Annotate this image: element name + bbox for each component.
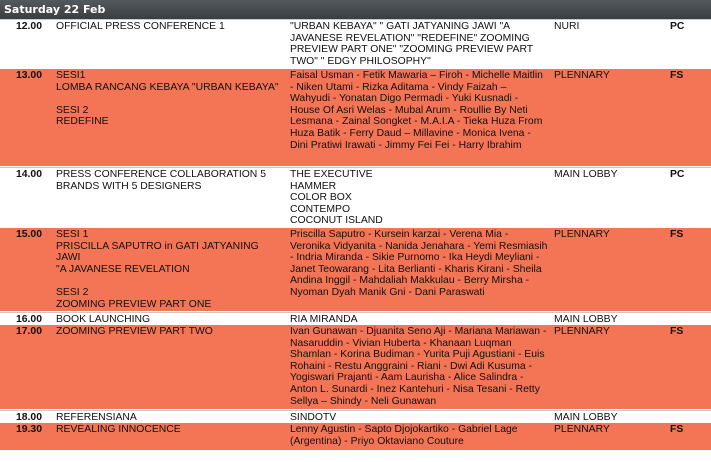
event-title: SESI 1 PRISCILLA SAPUTRO in GATI JATYANING JAWI "A JAVANESE REVELATION SESI 2 ZOOMING PREVIEW PART ONE xyxy=(56,229,259,310)
time-cell: 16.00 xyxy=(15,314,42,325)
event-code: FS xyxy=(670,70,684,81)
event-details: Ivan Gunawan - Djuanita Seno Aji - Mariana Mariawan - Nasaruddin - Vivian Huberta - Khanaan Luqman Shamlan - Korina Budiman - Yurita Puji Agustiani - Euis Rohaini - Restu Anggraini - Riani - Dwi Adi Kusuma - Yogiswari Prajanti - Aam Laurisha - Alice Salindra - Anton L. Sunardi - Inez Kantehuri - Nisa Tesani - Retty Sellya – Shindy - Neli Gunawan xyxy=(290,326,547,407)
time-cell: 17.00 xyxy=(15,326,42,337)
event-details xyxy=(290,169,548,227)
event-code: PC xyxy=(670,21,685,32)
venue-cell: PLENNARY xyxy=(554,424,610,435)
time-cell: 12.00 xyxy=(15,21,42,32)
event-title: BOOK LAUNCHING xyxy=(56,314,151,325)
time-cell: 14.00 xyxy=(15,169,42,180)
schedule-row xyxy=(0,312,711,325)
event-code: FS xyxy=(670,229,684,240)
brand-name: COLOR BOX xyxy=(290,192,352,204)
venue-cell: NURI xyxy=(554,21,580,32)
day-header: Saturday 22 Feb xyxy=(0,0,711,19)
schedule-row xyxy=(0,19,711,69)
time-cell: 18.00 xyxy=(15,412,42,423)
brand-name: HAMMER xyxy=(290,180,337,192)
event-details: Priscilla Saputro - Kursein karzai - Verena Mia - Veronika Vidyanita - Nanida Jenahara - Yemi Resmiasih - Indria Miranda - Sikie Purnomo - Ika Heydi Meyliani - Janet Teowarang - Lita Berlianti - Kharis Kirani - Sheila Andina Inggil - Mahdaliah Makkulau - Berry Mirsha - Nyoman Dyah Manik Gni - Dani Paraswati xyxy=(290,229,548,298)
venue-cell: PLENNARY xyxy=(554,326,610,337)
time-cell: 15.00 xyxy=(15,229,42,240)
brand-name: THE EXECUTIVE xyxy=(290,169,373,180)
event-details: "URBAN KEBAYA" " GATI JATYANING JAWI "A JAVANESE REVELATION" "REDEFINE" ZOOMING PREVIEW PART ONE" "ZOOMING PREVIEW PART TWO" " EDGY PHILOSOPHY" xyxy=(290,21,533,67)
event-code: FS xyxy=(670,326,684,337)
schedule-row xyxy=(0,325,711,410)
event-details: RIA MIRANDA xyxy=(290,314,358,325)
event-code: PC xyxy=(670,169,685,180)
venue-cell: PLENNARY xyxy=(554,70,610,81)
event-details: Faisal Usman - Fetik Mawaria – Firoh - Michelle Maitlin - Niken Utami - Rizka Aditama - Vindy Faizah – Wahyudi - Yonatan Digo Permadi - Yuki Kusnadi - House Of Asri Welas - Mubal Arum - Roullie By Neti Lesmana - Zainal Songket - M.A.I.A - Tieka Huza From Huza Batik - Ferry Daud – Millavine - Monica Ivena - Dini Pratiwi Irawati - Jimmy Fei Fei - Harry Ibrahim xyxy=(290,70,543,151)
event-title: SESI1 LOMBA RANCANG KEBAYA "URBAN KEBAYA" SESI 2 REDEFINE xyxy=(56,70,279,128)
schedule-row xyxy=(0,423,711,451)
event-details: Lenny Agustin - Sapto Djojokartiko - Gabriel Lage (Argentina) - Priyo Oktaviano Couture xyxy=(290,424,518,447)
event-title: ZOOMING PREVIEW PART TWO xyxy=(56,326,213,337)
venue-cell: MAIN LOBBY xyxy=(554,169,618,180)
event-title: PRESS CONFERENCE COLLABORATION 5 BRANDS WITH 5 DESIGNERS xyxy=(56,169,266,192)
brand-name: COCONUT ISLAND xyxy=(290,215,383,227)
brand-name: CONTEMPO xyxy=(290,203,351,215)
schedule-row xyxy=(0,228,711,312)
event-code: FS xyxy=(670,424,684,435)
schedule-row xyxy=(0,410,711,423)
event-title: REVEALING INNOCENCE xyxy=(56,424,181,435)
schedule-row xyxy=(0,69,711,167)
venue-cell: PLENNARY xyxy=(554,229,610,240)
time-cell: 13.00 xyxy=(15,70,42,81)
venue-cell: MAIN LOBBY xyxy=(554,314,618,325)
event-title: REFERENSIANA xyxy=(56,412,137,423)
venue-cell: MAIN LOBBY xyxy=(554,412,618,423)
schedule-row xyxy=(0,167,711,228)
event-details: SINDOTV xyxy=(290,412,337,423)
time-cell: 19.30 xyxy=(15,424,42,435)
event-title: OFFICIAL PRESS CONFERENCE 1 xyxy=(56,21,225,32)
